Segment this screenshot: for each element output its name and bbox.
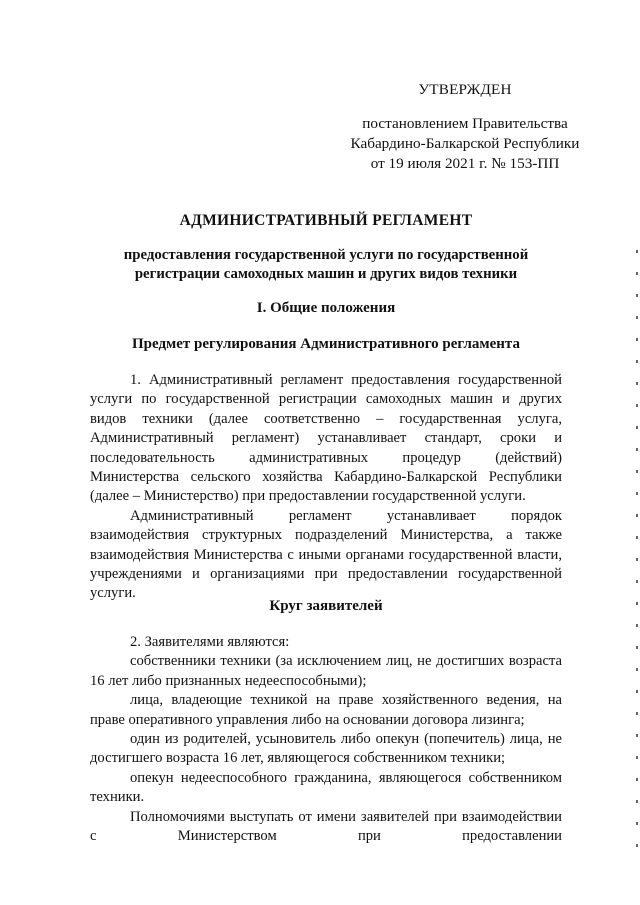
subtitle-line: регистрации самоходных машин и других видов техники: [134, 266, 518, 282]
approval-line: от 19 июля 2021 г. № 153-ПП: [370, 155, 560, 172]
section1-body: [90, 371, 562, 604]
approval-heading: УТВЕРЖДЕН: [418, 81, 512, 98]
document-subtitle: [90, 246, 562, 284]
paragraph: Полномочиями выступать от имени заявителей при взаимодействии с Министерством при предоставлении: [90, 808, 562, 845]
applicants-body: [90, 633, 562, 846]
section-heading: I. Общие положения: [256, 300, 396, 316]
approval-block: [335, 80, 595, 174]
paragraph: Административный регламент устанавливает порядок взаимодействия структурных подразделений Министерства, а также взаимодействия Министерства с иными органами государственной власти, учреждениями и организациями при предоставлении государственной услуги.: [90, 507, 562, 602]
subtitle-line: предоставления государственной услуги по государственной: [123, 247, 529, 263]
paragraph: 1. Административный регламент предоставления государственной услуги по государственной регистрации самоходных машин и других видов техники (далее соответственно – государственная услуга, Административный регламент) устанавливает стандарт, сроки и последовательность административных процедур (действий) Министерства сельского хозяйства Кабардино-Балкарской Республики (далее – Министерство) при предоставлении государственной услуги.: [90, 372, 562, 505]
list-item: один из родителей, усыновитель либо опекун (попечитель) лица, не достигшего возраста 16 лет, являющегося собственником техники;: [90, 731, 562, 767]
paragraph: 2. Заявителями являются:: [130, 634, 290, 650]
approval-line: постановлением Правительства: [362, 115, 568, 132]
section-subheading: Предмет регулирования Административного регламента: [132, 336, 520, 352]
approval-line: Кабардино-Балкарской Республики: [350, 135, 580, 152]
applicants-heading: Круг заявителей: [269, 598, 383, 614]
scan-edge-marks: [636, 250, 638, 850]
list-item: опекун недееспособного гражданина, являющегося собственником техники.: [90, 769, 562, 806]
document-title: АДМИНИСТРАТИВНЫЙ РЕГЛАМЕНТ: [179, 212, 473, 229]
list-item: собственники техники (за исключением лиц, не достигших возраста 16 лет либо признанных недееспособными);: [90, 653, 562, 689]
list-item: лица, владеющие техникой на праве хозяйственного ведения, на праве оперативного управления либо на основании договора лизинга;: [90, 692, 562, 728]
